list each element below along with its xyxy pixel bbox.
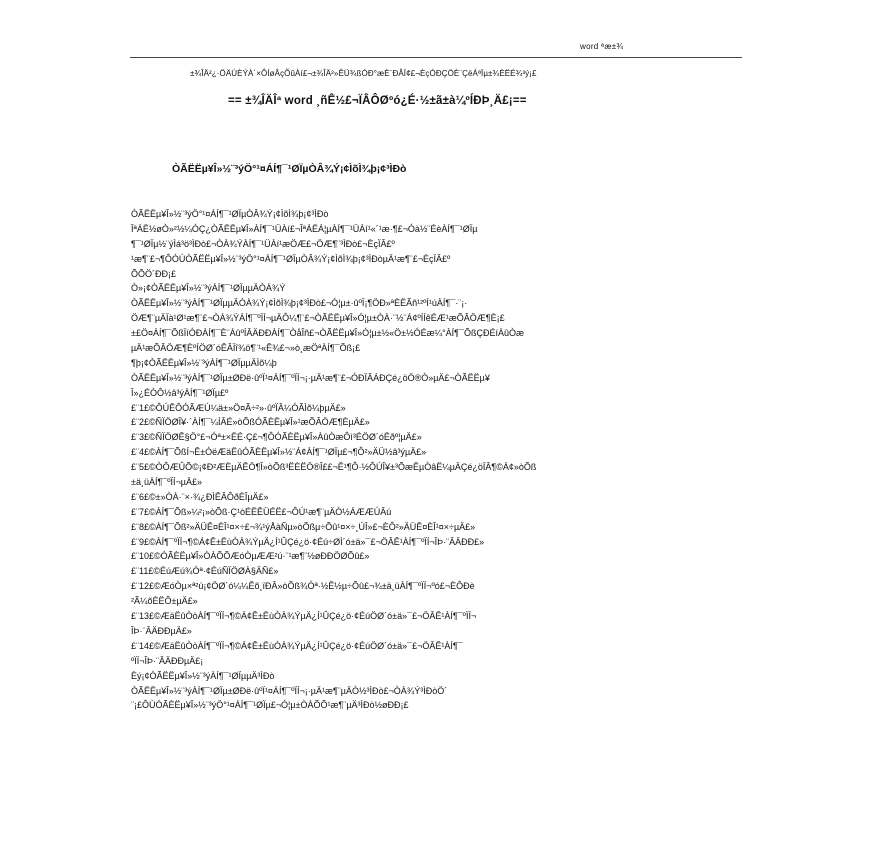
body-line: £¨14£©ÆäËûÒòÀÍ¶¯ºÏÍ¬¶©Á¢Ê±ËùÒÀ¾ÝµÄ¿Í¹ÛÇé¿ö·¢ÉúÖØ´ó±ä»¯£¬ÖÂÊ¹ÀÍ¶¯: [131, 640, 463, 651]
body-line: ºÏÍ¬ÎÞ·¨ÂÄÐÐµÄ£¡: [131, 655, 204, 666]
body-line: ÒÃËËµ¥Î»½¨³ýÀÍ¶¯¹ØÏµ±ØÐë·ûºÏ¹¤ÁÍ¶¯ºÏÍ¬¡·µÄ¹æ¶¨µÄÒ½³ÌÐò£¬ÒÀ¾Ý³ÌÐòÖ´: [131, 685, 448, 696]
header-rule: [130, 57, 742, 58]
body-line: µÄ¹æÕÂÖÆ¶ÈºÍÖØ´óÊÂÏî¾ö¶¨¹«Ê¾£¬»ò¸æÖªÀÍ¶¯Õß¡£: [131, 343, 361, 354]
body-line: Ò»¡¢ÒÃËËµ¥Î»½¨³ýÀÍ¶¯¹ØÏµµÄÒÀ¾Ý: [131, 283, 286, 294]
body-line: ¶¯¹ØÏµ½¨ýÌá³ö³ÌÐò£¬ÒÀ¾ÝÀÍ¶¯¹ÜÀí¹æÖÆ£¬ÖÆ¶¨³ÌÐò£¬ÈçÏÂ£º: [131, 238, 395, 249]
intro-notice: ±¾ÎÄ²¿·ÖÄÚÈÝÀ´×ÔÍøÂçÕûÀí£¬±¾ÎÄ²»ÊÜ¾ßÓÐ°æÈ¨ÐÅÏ¢£¬ÈçÓÐÇÖÈ¨ÇëÁªÏµ±¾ÈËÉ¾³ý¡£: [190, 69, 537, 78]
body-line: Î»¿ÉÒÔ½â³ýÀÍ¶¯¹ØÏµ£º: [131, 387, 229, 398]
body-line: ÕÕÖ´ÐÐ¡£: [131, 268, 176, 279]
body-line: ÎÞ·¨ÂÄÐÐµÄ£»: [131, 625, 192, 636]
body-line: £¨1£©ÔÚÊÔÓÃÆÚ¼ä±»Ö¤Ã÷²»·ûºÏÂ¼ÓÃÌõ¼þµÄ£»: [131, 402, 346, 413]
body-line: ¹æ¶¨£¬¶ÔÓÚÒÃËËµ¥Î»½¨³ýÖ°¹¤ÁÍ¶¯¹ØÏµÒÂ¾Ý¡¢ÌõÌ¾þ¡¢³ÌÐòµÄ¹æ¶¨£¬ÈçÏÂ£º: [131, 253, 451, 264]
body-line: £¨8£©ÀÍ¶¯Õß²»ÄÜÊ¤ÈÎ¹¤×÷£¬¾¹ýÅàÑµ»òÕßµ÷Õû¹¤×÷¸ÚÎ»£¬ÈÔ²»ÄÜÊ¤ÈÎ¹¤×÷µÄ£»: [131, 521, 476, 532]
body-line: £¨10£©ÓÃÈËµ¥Î»ÒÀÕÕÆóÒµÆÆ²ú·¨¹æ¶¨½øÐÐÖØÕû£»: [131, 551, 370, 562]
body-line: £¨13£©ÆäËûÒòÀÍ¶¯ºÏÍ¬¶©Á¢Ê±ËùÒÀ¾ÝµÄ¿Í¹ÛÇé¿ö·¢ÉúÖØ´ó±ä»¯£¬ÖÂÊ¹ÀÍ¶¯ºÏÍ¬: [131, 611, 477, 622]
document-body: [131, 207, 771, 713]
body-line: £¨2£©ÑÏÖØÎ¥·´ÀÍ¶¯¼ÍÂÉ»òÕßÓÃÈËµ¥Î»¹æÕÂÖÆ¶ÈµÄ£»: [131, 417, 370, 428]
body-line: £¨3£©ÑÏÖØÊ§Ö°£¬Óª±×ËÉ·Ç£¬¶ÔÓÃÈËµ¥Î»ÀûÒæÔì³ÉÖØ´óËðº¦µÄ£»: [131, 432, 422, 443]
body-line: £¨7£©ÀÍ¶¯Õß»¼²¡»òÕß·Ç¹òÉËÊÜÉË£¬ÔÚ¹æ¶¨µÄÒ½ÁÆÆÚÂú: [131, 506, 392, 517]
body-line: ¶þ¡¢ÒÃËËµ¥Î»½¨³ýÀÍ¶¯¹ØÏµµÄÌõ¼þ: [131, 357, 277, 368]
body-line: ÎªÁË½øÒ»²½¼ÓÇ¿ÒÃËËµ¥Î»ÀÍ¶¯¹ÜÀí£¬ÎªÁËÁ¦µÀÍ¶¯¹ÜÀí¹«´¹æ·¶£¬Óà½¨ÉèÀÍ¶¯¹ØÏµ: [131, 223, 478, 234]
body-line: ¨¡£ÔÙÓÃÈËµ¥Î»½¨³ýÖ°¹¤ÀÍ¶¯¹ØÏµ£¬Ó¦µ±ÒÀÕÕ¹æ¶¨µÄ³ÌÐò½øÐÐ¡£: [131, 700, 409, 711]
body-line: £¨9£©ÀÍ¶¯ºÏÍ¬¶©Á¢Ê±ËùÒÀ¾ÝµÄ¿Í¹ÛÇé¿ö·¢Éú÷ØÌ´ó±ä»¯£¬ÖÂÊ¹ÀÍ¶¯ºÏÍ¬ÎÞ·¨ÂÄÐÐ£»: [131, 536, 485, 547]
body-line: £¨12£©ÆóÒµ×ª²ú¡¢ÖØ´ó¼¼Êõ¸ïÐÂ»òÕß¾Óª·½Ê½µ÷Õû£¬¾±ä¸üÀÍ¶¯ºÏÍ¬ºó£¬ÈÔÐè: [131, 581, 475, 592]
body-line: Èý¡¢ÒÃËËµ¥Î»½¨³ýÀÍ¶¯¹ØÏµµÄ³ÌÐò: [131, 670, 275, 681]
section-heading: ÒÃËËµ¥Î»½¨³ýÖ°¹¤ÁÍ¶¯¹ØÏµÒÂ¾Ý¡¢ÌõÌ¾þ¡¢³ÌÐò: [172, 163, 407, 175]
body-line: ÒÃËËµ¥Î»½¨³ýÀÍ¶¯¹ØÏµµÄÒÀ¾Ý¡¢ÌõÌ¾þ¡¢³ÌÐò£¬Ó¦µ±·ûºÏ¡¶ÖÐ»ªÈËÃñ¹²ºÍ¹úÀÍ¶¯·¨¡·: [131, 298, 468, 309]
body-line: ÒÃËËµ¥Î»½¨³ýÖ°¹¤ÁÍ¶¯¹ØÏµÒÂ¾Ý¡¢ÌõÌ¾þ¡¢³ÌÐò: [131, 209, 329, 219]
body-line: ÖÆ¶¨µÄÏà¹Ø¹æ¶¨£¬ÒÀ¾ÝÀÍ¶¯ºÏÍ¬µÄÔ¼¶¨£¬ÒÃËËµ¥Î»Ó¦µ±ÒÀ·¨½¨Á¢ºÍÍêÉÆ¹æÕÂÖÆ¶È¡£: [131, 313, 505, 324]
body-line: £¨5£©ÒÔÆÛÕ©¡¢Ð²ÆÈµÄÊÖ¶Î»òÕß³ËÈËÖ®Î££¬Ê¹¶Ô·½ÔÚÎ¥±³ÕæÊµÒâË¼µÄÇé¿öÏÂ¶©Á¢»òÕß: [131, 462, 537, 473]
body-line: ±ä¸üÀÍ¶¯ºÏÍ¬µÄ£»: [131, 477, 202, 488]
header-label: word ªæ±¾: [580, 42, 624, 51]
document-title: == ±¾ÎÄÎª word ¸ñÊ½£¬ÏÂÔØºó¿É·½±ã±à¼ºÍÐÞ¸Ä£¡==: [228, 95, 527, 107]
body-line: £¨11£©ÉúÆú¾Óª·¢ÉúÑÏÖØÀ§ÄÑ£»: [131, 566, 279, 577]
body-line: £¨4£©ÀÍ¶¯ÕßÍ¬Ê±ÓëÆäËûÓÃÈËµ¥Î»½¨Á¢ÀÍ¶¯¹ØÏµ£¬¶Ô²»ÄÜ½â³ýµÄ£»: [131, 447, 427, 458]
body-line: ±£Ö¤ÀÍ¶¯ÕßÏíÓÐÀÍ¶¯È¨ÀûºÍÂÄÐÐÀÍ¶¯ÒåÎñ£¬ÒÃËËµ¥Î»Ó¦µ±½«Ö±½ÓÉæ¼°ÀÍ¶¯ÕßÇÐÉíÀûÒæ: [131, 328, 525, 339]
body-line: ÒÃËËµ¥Î»½¨³ýÀÍ¶¯¹ØÏµ±ØÐë·ûºÏ¹¤ÁÍ¶¯ºÏÍ¬¡·µÄ¹æ¶¨£¬ÓÐÏÂÁÐÇé¿öÖ®Ò»µÄ£¬ÒÃËËµ¥: [131, 372, 490, 383]
body-line: £¨6£©±»ÒÀ·¨×·¾¿ÐÌÊÂÔðÈÎµÄ£»: [131, 491, 269, 502]
body-line: ²Ã¼õÈËÔ±µÄ£»: [131, 596, 198, 607]
